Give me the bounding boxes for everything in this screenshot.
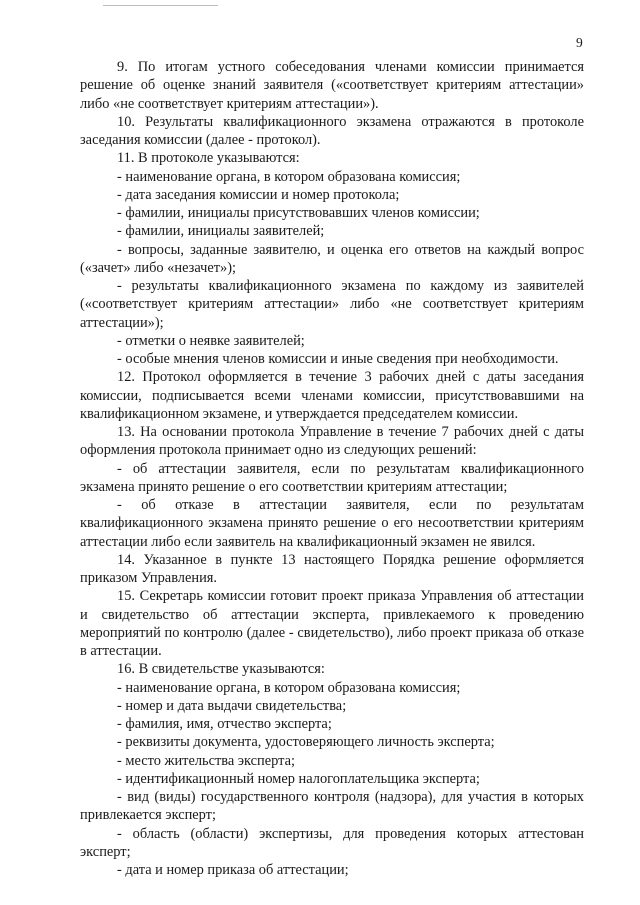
list-item: - идентификационный номер налогоплательщика эксперта; xyxy=(117,770,480,787)
page-number: 9 xyxy=(576,35,583,50)
list-item: - об отказе в аттестации заявителя, если по результатам квалификационного экзамена принято решение о его несоответствии критериям аттестации либо если заявитель на квалификационный экзамен не явился. xyxy=(80,497,584,550)
paragraph: 10. Результаты квалификационного экзамена отражаются в протоколе заседания комиссии (далее - протокол). xyxy=(80,113,584,148)
list-item: - об аттестации заявителя, если по результатам квалификационного экзамена принято решение о его соответствии критериям аттестации; xyxy=(80,460,584,495)
list-item: - результаты квалификационного экзамена по каждому из заявителей («соответствует критериям аттестации» либо «не соответствует критериям аттестации»); xyxy=(80,278,584,331)
paragraph: 12. Протокол оформляется в течение 3 рабочих дней с даты заседания комиссии, подписывается всеми членами комиссии, присутствовавшими на квалификационном экзамене, и утверждается председателем комиссии. xyxy=(80,369,584,422)
list-item: - фамилии, инициалы заявителей; xyxy=(117,223,325,240)
list-item: - особые мнения членов комиссии и иные сведения при необходимости. xyxy=(117,351,559,367)
list-item: - номер и дата выдачи свидетельства; xyxy=(117,697,347,714)
paragraph: 14. Указанное в пункте 13 настоящего Порядка решение оформляется приказом Управления. xyxy=(80,551,584,586)
paragraph: 11. В протоколе указываются: xyxy=(117,150,300,167)
list-item: - место жительства эксперта; xyxy=(117,752,295,769)
list-item: - отметки о неявке заявителей; xyxy=(117,332,305,349)
paragraph: 13. На основании протокола Управление в течение 7 рабочих дней с даты оформления протокола принимает одно из следующих решений: xyxy=(80,424,584,459)
paragraph: 9. По итогам устного собеседования членами комиссии принимается решение об оценке знаний заявителя («соответствует критериям аттестации» либо «не соответствует критериям аттестации»). xyxy=(80,59,584,112)
list-item: - дата и номер приказа об аттестации; xyxy=(117,862,349,878)
paragraph: 16. В свидетельстве указываются: xyxy=(117,661,325,678)
paragraph: 15. Секретарь комиссии готовит проект приказа Управления об аттестации и свидетельство об аттестации эксперта, привлекаемого к проведению мероприятий по контролю (далее - свидетельство), либо проект приказа об отказе в аттестации. xyxy=(80,588,584,659)
list-item: - фамилия, имя, отчество эксперта; xyxy=(117,716,332,732)
list-item: - вопросы, заданные заявителю, и оценка его ответов на каждый вопрос («зачет» либо «незачет»); xyxy=(80,241,584,276)
list-item: - наименование органа, в котором образована комиссия; xyxy=(117,679,461,696)
list-item: - фамилии, инициалы присутствовавших членов комиссии; xyxy=(117,205,480,221)
list-item: - наименование органа, в котором образована комиссия; xyxy=(117,168,461,185)
scan-top-mark xyxy=(103,5,218,6)
document-body xyxy=(80,58,584,879)
list-item: - область (области) экспертизы, для проведения которых аттестован эксперт; xyxy=(80,825,584,860)
list-item: - дата заседания комиссии и номер протокола; xyxy=(117,186,400,203)
list-item: - реквизиты документа, удостоверяющего личность эксперта; xyxy=(117,734,495,751)
list-item: - вид (виды) государственного контроля (надзора), для участия в которых привлекается эксперт; xyxy=(80,789,584,824)
